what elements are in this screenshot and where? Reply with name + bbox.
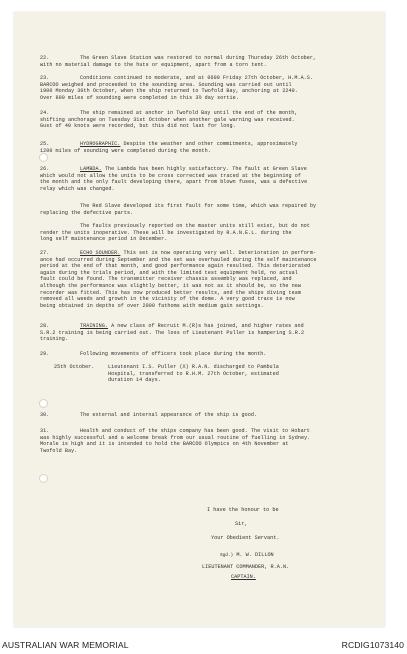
- paragraph-line: Health and conduct of the ships company has been good. The visit to Hobart: [80, 428, 310, 434]
- paragraph-line: with no material damage to the huts or equipment, apart from a torn tent.: [40, 61, 267, 68]
- officer-movement: [40, 364, 375, 384]
- section-heading: ECHO SOUNDER.: [80, 250, 121, 256]
- footer-source: AUSTRALIAN WAR MEMORIAL: [2, 640, 129, 650]
- paragraph-26: [40, 166, 375, 192]
- paragraph-line: Over 800 miles of sounding were completed in this 3½ day sortie.: [40, 94, 239, 101]
- paragraph-line: 1900 Monday 30th October, when the ship returned to Twofold Bay, anchoring at 2240.: [40, 88, 298, 95]
- paragraph-line: Morale is high and it is intended to hold the BARCOO Olympics on 4th November at: [40, 441, 289, 448]
- paragraph-number: 29.: [40, 351, 50, 357]
- paragraph-line: Hospital, transferred to R.H.M. 27th October, estimated: [108, 370, 279, 377]
- paragraph-line: [40, 166, 375, 173]
- paragraph-line: replacing the defective parts.: [40, 209, 134, 216]
- closing-sir: Sir,: [235, 521, 248, 527]
- signed-label: Sgd.): [220, 553, 234, 558]
- punch-hole: [39, 474, 48, 483]
- closing-servant: Your Obedient Servant.: [211, 535, 280, 541]
- paragraph-line: ance had occurred during September and the set was overhauled during the self maintenance: [40, 256, 317, 263]
- paragraph-text: Despite the weather and other commitments, approximately: [123, 141, 298, 147]
- paragraph-line: long self maintenance period in December.: [40, 236, 168, 243]
- paragraph-line: The Red Slave developed its first fault for some time, which was repaired by: [80, 203, 317, 209]
- paragraph-22: [40, 55, 375, 68]
- paragraph-line: the month and the only fault developing there, apart from blown fuses, was a defective: [40, 179, 308, 186]
- paragraph-line: again during the trials period, and with the limited test equipment held, no actual: [40, 269, 298, 276]
- paragraph-line: [40, 250, 375, 257]
- paragraph-text: This set is now operating very well. Deterioration in perform-: [123, 250, 317, 256]
- paragraph-27: [40, 250, 375, 309]
- paragraph-line: The ship remained at anchor in Twofold Bay until the end of the month,: [80, 110, 298, 116]
- punch-hole: [39, 399, 48, 408]
- paragraph-line: period at the end of that month, and good performance again resulted. This deteriorated: [40, 263, 311, 270]
- paragraph-line: BARCOO weighed and proceeded to the sounding area. Sounding was carried out until: [40, 81, 292, 88]
- paragraph-line: [40, 323, 375, 330]
- signature-line: [220, 552, 274, 559]
- section-heading: TRAINING.: [80, 323, 108, 329]
- movement-date: 25th October.: [54, 364, 95, 370]
- paragraph-28: [40, 323, 375, 343]
- paragraph-30: [40, 412, 375, 419]
- paragraph-26-master-units: [40, 223, 375, 243]
- paragraph-line: Lieutenant I.S. Puller (X) R.A.N. discharged to Pambula: [108, 364, 279, 370]
- paragraph-text: A new class of Recruit M.(R)s has joined, and higher rates and: [111, 323, 304, 329]
- paragraph-number: 22.: [40, 55, 50, 61]
- paragraph-line: which would not allow the units to be cross corrected was traced at the beginning of: [40, 172, 301, 179]
- paragraph-line: The external and internal appearance of the ship is good.: [80, 412, 258, 418]
- paragraph-23: [40, 75, 375, 101]
- paragraph-line: Conditions continued to moderate, and at 0600 Friday 27th October, H.M.A.S.: [80, 75, 314, 81]
- paragraph-line: shifting anchorage on Tuesday 31st October when another gale warning was received.: [40, 116, 295, 123]
- paragraph-line: relay which was changed.: [40, 185, 115, 192]
- paragraph-number: 27.: [40, 250, 50, 256]
- paragraph-31: [40, 428, 375, 454]
- paragraph-line: removed all weeds and growth in the vicinity of the dome. A very good trace is now: [40, 296, 295, 303]
- paragraph-number: 25.: [40, 141, 50, 147]
- paragraph-number: 30.: [40, 412, 50, 418]
- paragraph-text: The Lambda has been highly satisfactory. The fault at Green Slave: [104, 166, 307, 172]
- section-heading: LAMBDA.: [80, 166, 102, 172]
- paragraph-number: 26.: [40, 166, 50, 172]
- paragraph-line: Gust of 40 knots were recorded, but this did not last for long.: [40, 123, 236, 130]
- paragraph-line: The Green Slave Station was restored to normal during Thursday 26th October,: [80, 55, 317, 61]
- paragraph-29: [40, 351, 375, 358]
- paragraph-24: [40, 110, 375, 130]
- paragraph-number: 28.: [40, 323, 50, 329]
- paragraph-line: The faults previously reported on the master units still exist, but do not: [80, 223, 310, 229]
- paragraph-line: fault could be found. The transmitter receiver chassis assembly was replaced, and: [40, 276, 292, 283]
- paragraph-line: 1200 miles of sounding were completed during the month.: [40, 147, 211, 154]
- officer-rank: LIEUTENANT COMMANDER, R.A.N.: [202, 564, 290, 570]
- paragraph-line: was highly successful and a welcome break from our usual routine of fuelling in Sydney.: [40, 434, 311, 441]
- paragraph-line: Following movements of officers took place during the month.: [80, 351, 267, 357]
- paragraph-line: training.: [40, 336, 68, 343]
- paragraph-number: 23.: [40, 75, 50, 81]
- signature-name: M. W. DILLON: [236, 552, 274, 558]
- paragraph-line: although the performance was slightly better, it was not as it should be, so the new: [40, 282, 301, 289]
- document-page: [14, 12, 385, 627]
- section-heading: HYDROGRAPHIC.: [80, 141, 121, 147]
- punch-hole: [39, 153, 48, 162]
- paragraph-line: duration 14 days.: [108, 377, 161, 384]
- paragraph-25: [40, 141, 375, 154]
- footer-id: RCDIG1073140: [341, 640, 404, 650]
- paragraph-line: Twofold Bay.: [40, 447, 78, 454]
- paragraph-number: 24.: [40, 110, 50, 116]
- officer-title: CAPTAIN.: [231, 574, 256, 580]
- closing-honour: I have the honour to be: [207, 507, 279, 513]
- paragraph-line: being obtained in depths of over 2000 fathoms with medium gain settings.: [40, 302, 264, 309]
- paragraph-number: 31.: [40, 428, 50, 434]
- paragraph-line: [40, 141, 375, 148]
- paragraph-line: S.R.2 training is being carried out. The loss of Lieutenant Puller is hampering S.R.2: [40, 329, 305, 336]
- paragraph-line: recorder was fitted. This has now produced better results, and the ships diving team: [40, 289, 301, 296]
- paragraph-26-red-slave: [40, 203, 375, 216]
- paragraph-line: render the units inoperative. These will be investigated by R.A.N.E.L. during the: [40, 229, 292, 236]
